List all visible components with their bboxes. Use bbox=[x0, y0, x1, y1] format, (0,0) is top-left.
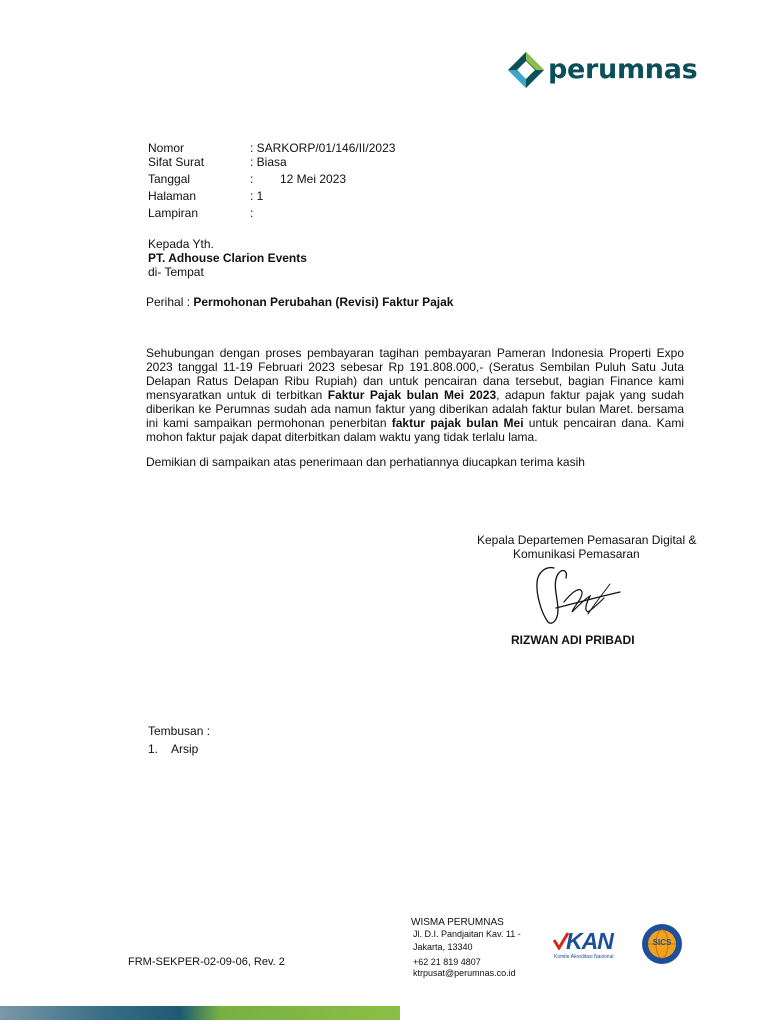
lampiran-value: : bbox=[250, 206, 254, 220]
nomor-label: Nomor bbox=[148, 141, 185, 155]
sifat-label: Sifat Surat bbox=[148, 155, 205, 169]
sics-certification-seal bbox=[639, 922, 685, 966]
subject-line bbox=[146, 295, 453, 309]
recipient-name: PT. Adhouse Clarion Events bbox=[148, 251, 307, 265]
body-emphasis-1: Faktur Pajak bulan Mei 2023 bbox=[327, 388, 497, 402]
phone-number: +62 21 819 4807 bbox=[413, 957, 481, 967]
kan-caption: Komite Akreditasi Nasional bbox=[554, 954, 614, 960]
address-line2: Jakarta, 13340 bbox=[413, 942, 473, 952]
nomor-value: : SARKORP/01/146/II/2023 bbox=[250, 141, 396, 155]
body-text-3: untuk pencairan dana. Kami mohon faktur pajak dapat diterbitkan dalam waktu yang tidak terlalu lama. bbox=[146, 416, 684, 444]
recipient-place: di- Tempat bbox=[148, 265, 204, 279]
tanggal-colon: : bbox=[250, 172, 254, 186]
cc-label: Tembusan : bbox=[148, 724, 211, 738]
closing-text: Demikian di sampaikan atas penerimaan dan perhatiannya diucapkan terima kasih bbox=[146, 455, 585, 469]
subject-text: Permohonan Perubahan (Revisi) Faktur Pajak bbox=[193, 295, 454, 309]
sics-text: SICS bbox=[652, 938, 672, 947]
logo-wordmark: perumnas bbox=[548, 54, 698, 85]
body-text-2: , adapun faktur pajak yang sudah diberikan ke Perumnas sudah ada namun faktur yang diberikan adalah faktur bulan Maret. bersama ini kami sampaikan permohonan penerbitan bbox=[146, 388, 684, 430]
cc-item-number: 1. bbox=[148, 742, 159, 756]
office-name: WISMA PERUMNAS bbox=[411, 917, 504, 928]
kan-wordmark: KAN bbox=[566, 928, 613, 954]
halaman-label: Halaman bbox=[148, 189, 197, 203]
email-address: ktrpusat@perumnas.co.id bbox=[413, 968, 516, 978]
footer-color-bar bbox=[0, 1006, 400, 1020]
body-emphasis-2: faktur pajak bulan Mei bbox=[391, 416, 524, 430]
cc-item-text: Arsip bbox=[171, 742, 199, 756]
signer-name: RIZWAN ADI PRIBADI bbox=[511, 633, 635, 647]
halaman-value: : 1 bbox=[250, 189, 264, 203]
tanggal-label: Tanggal bbox=[148, 172, 191, 186]
subject-label: Perihal : bbox=[146, 295, 194, 309]
signer-title-line1: Kepala Departemen Pemasaran Digital & bbox=[477, 533, 697, 547]
signer-title-line2: Komunikasi Pemasaran bbox=[513, 547, 640, 561]
form-code: FRM-SEKPER-02-09-06, Rev. 2 bbox=[128, 956, 285, 968]
sifat-value: : Biasa bbox=[250, 155, 287, 169]
kan-logo bbox=[553, 930, 633, 964]
address-line1: Jl. D.I. Pandjaitan Kav. 11 - bbox=[413, 929, 521, 939]
handwritten-signature bbox=[528, 562, 624, 628]
body-text-1: Sehubungan dengan proses pembayaran tagihan pembayaran Pameran Indonesia Properti Expo 2023 tanggal 11-19 Februari 2023 sebesar Rp 191.808.000,- (Seratus Sembilan Puluh Satu Juta Delapan Ratus Delapan Ribu Rupiah) dan untuk pencairan dana tersebut, bagian Finance kami mensyaratkan untuk di terbitkan bbox=[146, 346, 684, 402]
tanggal-value: 12 Mei 2023 bbox=[280, 172, 347, 186]
lampiran-label: Lampiran bbox=[148, 206, 199, 220]
recipient-greeting: Kepada Yth. bbox=[148, 237, 214, 251]
body-paragraph bbox=[146, 346, 684, 444]
